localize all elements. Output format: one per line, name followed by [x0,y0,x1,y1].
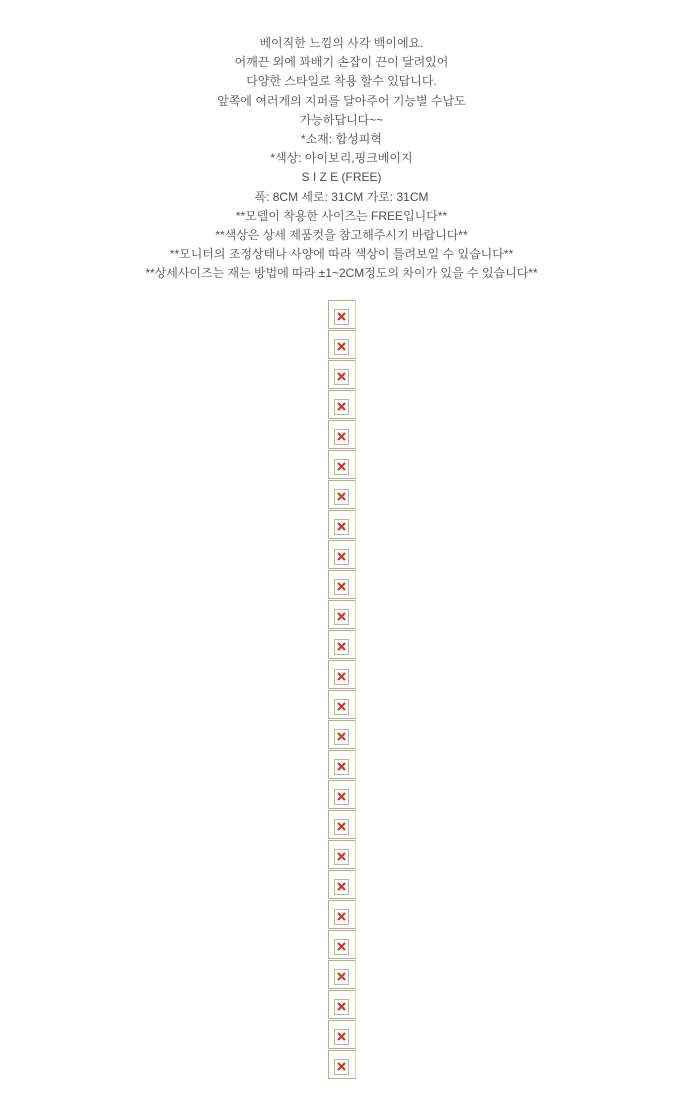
broken-image-icon [334,999,349,1015]
product-image-placeholder [328,570,356,599]
description-line: 어깨끈 외에 꽈배기 손잡이 끈이 달려있어 [234,55,449,70]
broken-image-icon [334,1059,349,1075]
product-image-placeholder [328,1050,356,1079]
description-line: 다양한 스타일로 착용 할수 있답니다. [246,74,437,89]
broken-image-icon [334,819,349,835]
product-image-placeholder [328,900,356,929]
broken-image-icon [334,699,349,715]
product-image-placeholder [328,360,356,389]
broken-image-icon [334,309,349,325]
broken-image-icon [334,669,349,685]
product-image-placeholder [328,300,356,329]
broken-image-icon [334,969,349,985]
product-image-placeholder [328,840,356,869]
broken-image-icon [334,849,349,865]
broken-image-icon [334,459,349,475]
broken-image-icon [334,759,349,775]
broken-image-icon [334,519,349,535]
broken-image-icon [334,579,349,595]
product-image-placeholder [328,390,356,419]
description-line: **상세사이즈는 재는 방법에 따라 ±1~2CM정도의 차이가 있을 수 있습니다** [145,266,538,281]
description-line: **모니터의 조정상태나 사양에 따라 색상이 틀려보일 수 있습니다** [169,247,514,262]
product-image-placeholder [328,990,356,1019]
product-image-placeholder [328,540,356,569]
product-image-placeholder [328,330,356,359]
broken-image-icon [334,399,349,415]
broken-image-icon [334,879,349,895]
broken-image-icon [334,909,349,925]
product-image-placeholder [328,870,356,899]
broken-image-icon [334,489,349,505]
product-image-placeholder [328,960,356,989]
product-image-placeholder [328,420,356,449]
description-line: 가능하답니다~~ [299,112,384,127]
broken-image-icon [334,429,349,445]
broken-image-icon [334,729,349,745]
product-image-placeholder [328,780,356,809]
broken-image-list [0,300,683,1079]
product-description [0,0,683,284]
product-image-placeholder [328,810,356,839]
product-image-placeholder [328,690,356,719]
product-image-placeholder [328,600,356,629]
broken-image-icon [334,339,349,355]
description-line: **모델이 착용한 사이즈는 FREE입니다** [235,208,448,223]
product-image-placeholder [328,720,356,749]
broken-image-icon [334,789,349,805]
broken-image-icon [334,369,349,385]
product-image-placeholder [328,450,356,479]
product-image-placeholder [328,480,356,509]
description-line: 앞쪽에 여러게의 지퍼를 달아주어 기능별 수납도 [217,93,466,108]
product-image-placeholder [328,750,356,779]
product-image-placeholder [328,510,356,539]
product-image-placeholder [328,930,356,959]
product-image-placeholder [328,660,356,689]
description-line: 폭: 8CM 세로: 31CM 가로: 31CM [254,189,429,204]
description-line: 베이직한 느낌의 사각 백이에요. [259,36,424,50]
broken-image-icon [334,639,349,655]
description-line: *색상: 아이보리,핑크베이지 [270,151,413,166]
broken-image-icon [334,549,349,565]
broken-image-icon [334,1029,349,1045]
broken-image-icon [334,609,349,625]
description-line: *소재: 합성피혁 [301,132,382,147]
product-image-placeholder [328,1020,356,1049]
description-line: S I Z E (FREE) [301,170,382,185]
product-image-placeholder [328,630,356,659]
description-line: **색상은 상세 제품컷을 참고해주시기 바랍니다** [215,228,468,243]
broken-image-icon [334,939,349,955]
